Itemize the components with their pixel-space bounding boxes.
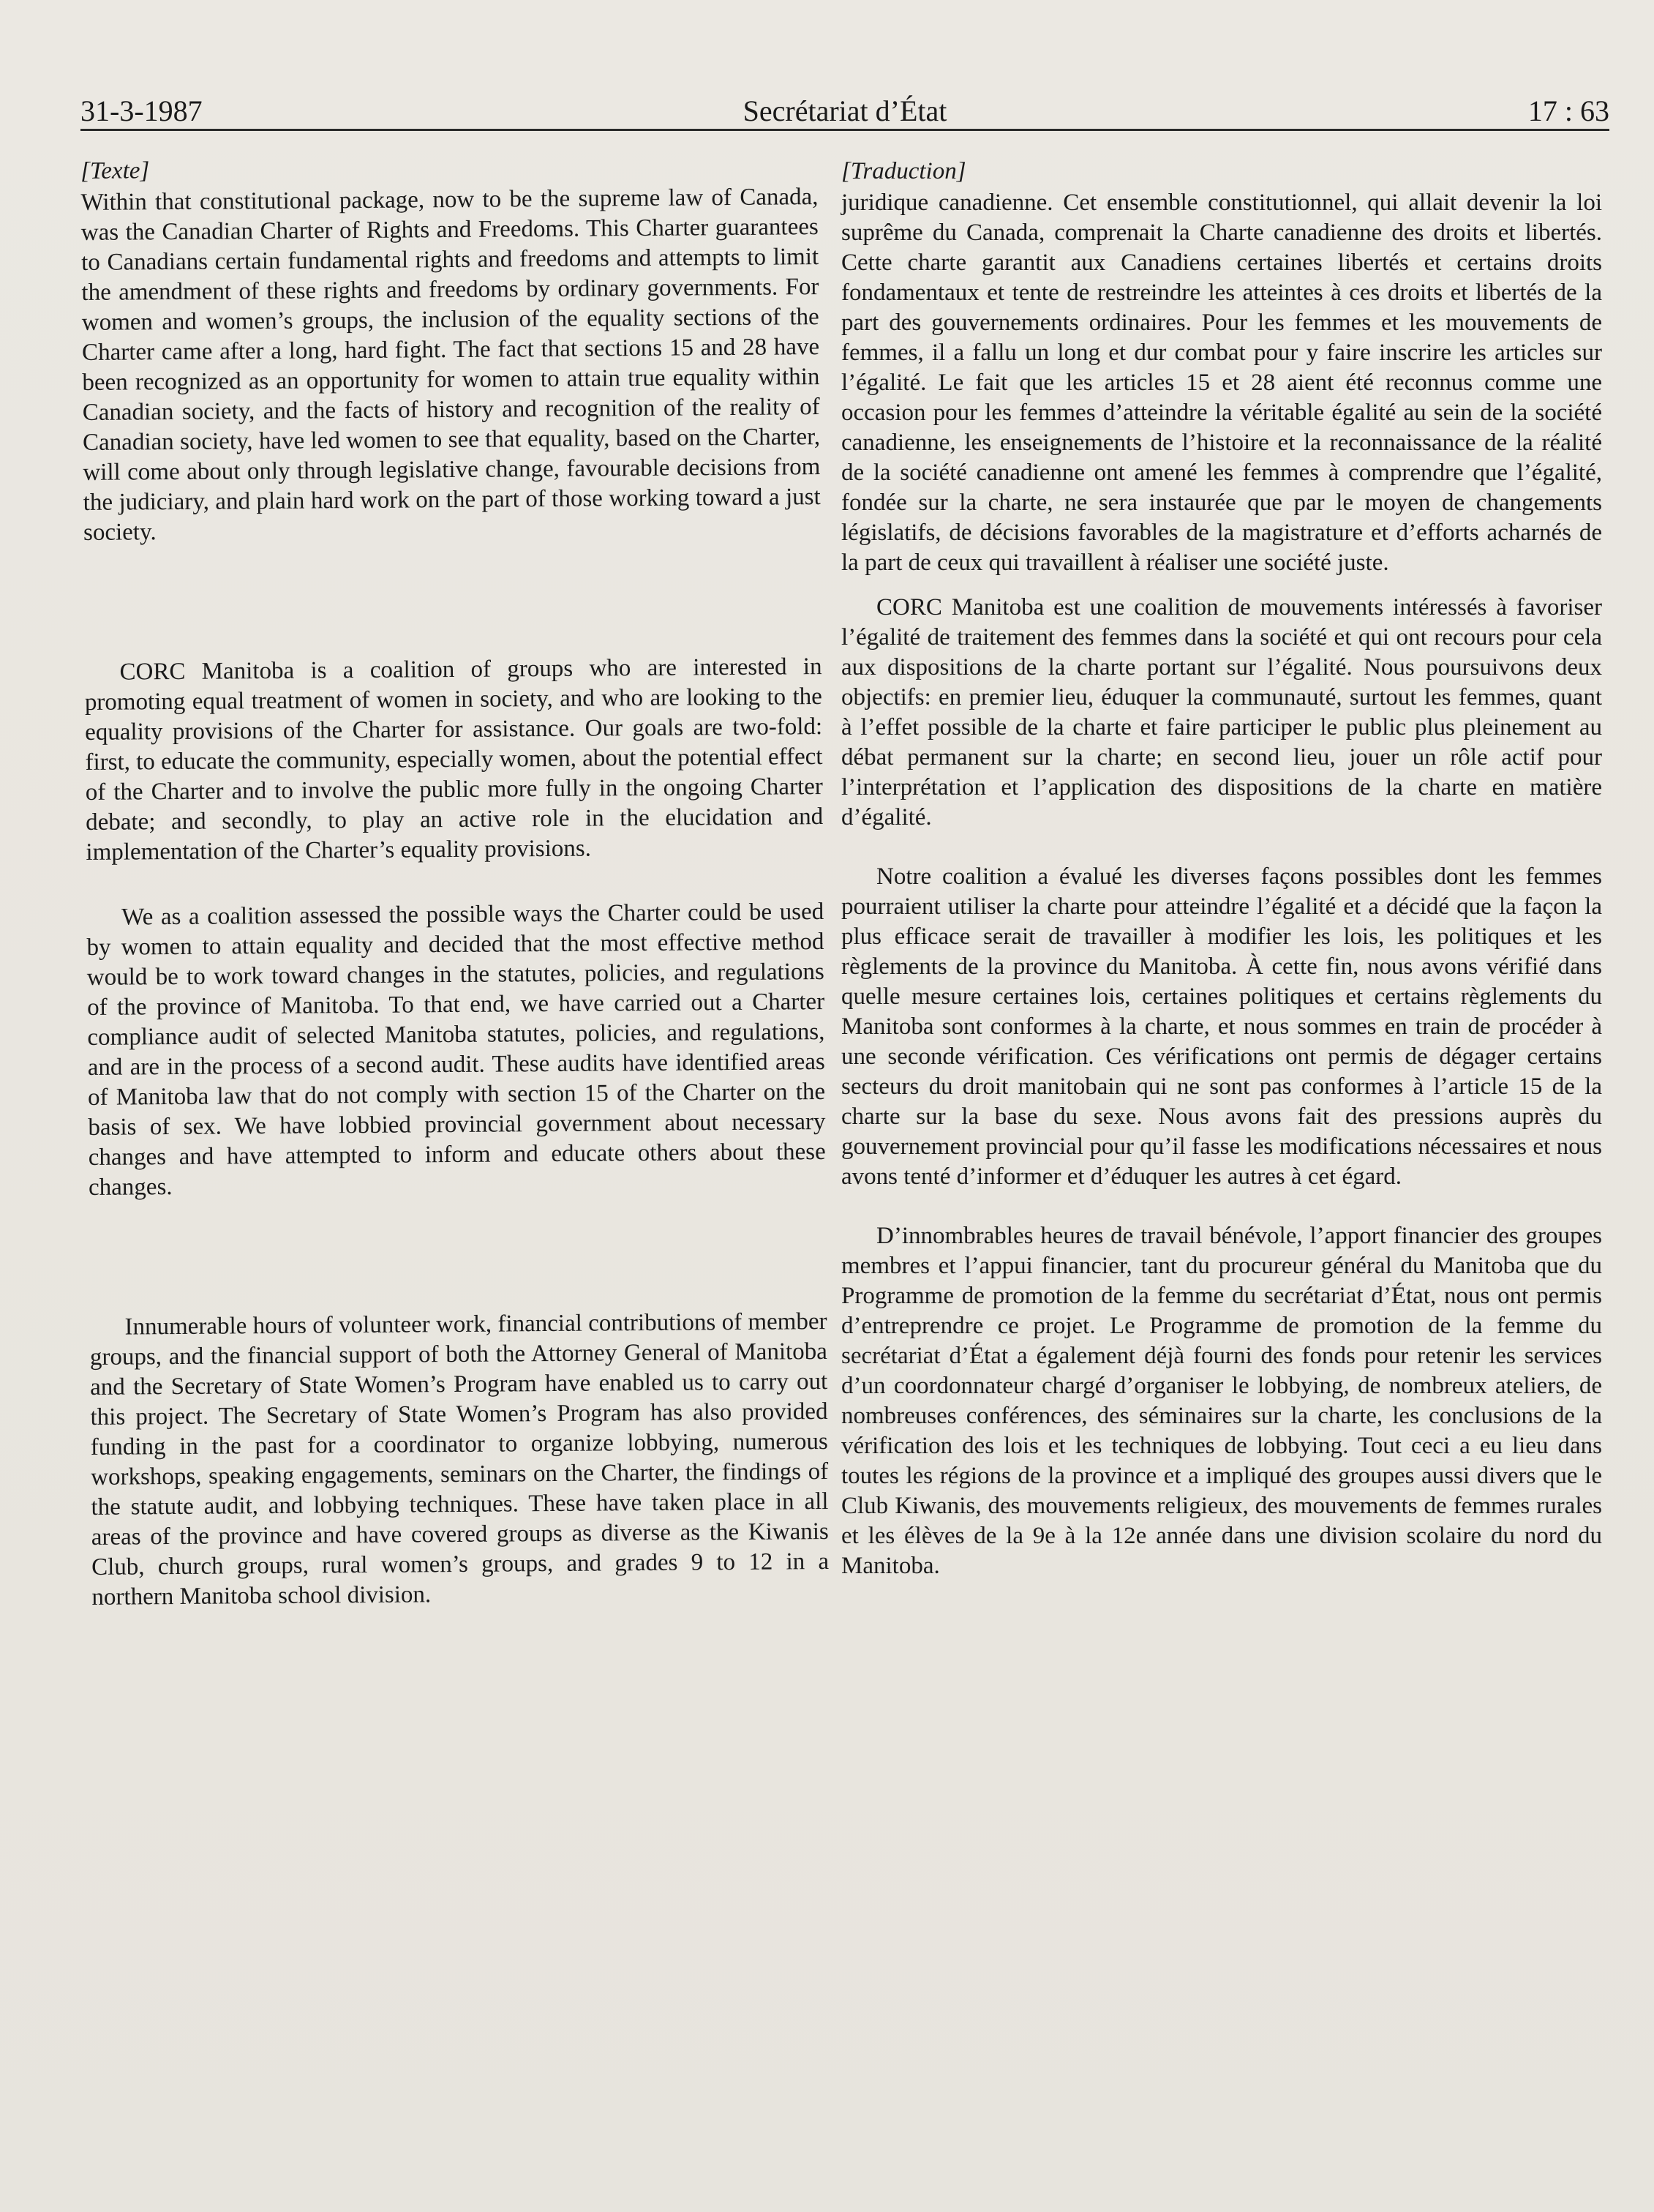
french-paragraph: Notre coalition a évalué les diverses façons possibles dont les femmes pourraient utiliser la charte pour atteindre l’égalité et a décidé que la façon la plus efficace serait de travailler à modifier les lois, les politiques et les règlements de la province du Manitoba. À cette fin, nous avons vérifié dans quelle mesure certaines lois, certaines politiques et certains règlements du Manitoba sont conformes à la charte, et nous sommes en train de procéder à une seconde vérification. Ces vérifications ont permis de dégager certains secteurs du droit manitobain qui ne sont pas conformes à l’article 15 de la charte sur la base du sexe. Nous avons fait des pressions auprès du gouvernement provincial pour qu’il fasse les modifications nécessaires et nous avons tenté d’informer et d’éduquer les autres à cet égard. — [841, 863, 1602, 1190]
english-paragraph: Within that constitutional package, now to be the supreme law of Canada, was the Canadian Charter of Rights and Freedoms. This Charter guarantees to Canadians certain fundamental rights and freedoms and attempts to limit the amendment of these rights and freedoms by ordinary governments. For women and women’s groups, the inclusion of the equality sections of the Charter came after a long, hard fight. The fact that sections 15 and 28 have been recognized as an opportunity for women to attain true equality within Canadian society, and the facts of history and recognition of the reality of Canadian society, have led women to see that equality, based on the Charter, will come about only through legislative change, favourable decisions from the judiciary, and plain hard work on the part of those working toward a just society. — [80, 184, 821, 546]
page-header — [80, 88, 1609, 130]
french-paragraph: CORC Manitoba est une coalition de mouvements intéressés à favoriser l’égalité de traitement des femmes dans la société et qui ont recours pour cela aux dispositions de la charte portant sur l’égalité. Nous poursuivons deux objectifs: en premier lieu, éduquer la communauté, surtout les femmes, quant à l’effet possible de la charte et faire participer le public plus pleinement au débat permanent sur la charte; en second lieu, jouer un rôle actif pour l’interprétation et l’application des dispositions de la charte en matière d’égalité. — [841, 594, 1602, 831]
texte-label: [Texte] — [80, 157, 150, 184]
english-paragraph: We as a coalition assessed the possible ways the Charter could be used by women to attain equality and decided that the most effective method would be to work toward changes in the statutes, policies, and regulations of the province of Manitoba. To that end, we have carried out a Charter compliance audit of selected Manitoba statutes, policies, and regulations, and are in the process of a second audit. These audits have identified areas of Manitoba law that do not comply with section 15 of the Charter on the basis of sex. We have lobbied provincial government about necessary changes and have attempted to inform and educate others about these changes. — [86, 899, 826, 1201]
french-paragraph: D’innombrables heures de travail bénévole, l’apport financier des groupes membres et l’appui financier, tant du procureur général du Manitoba que du Programme de promotion de la femme du secrétariat d’État, nous ont permis d’entreprendre ce projet. Le Programme de promotion de la femme du secrétariat d’État a également déjà fourni des fonds pour retenir les services d’un coordonnateur chargé d’organiser le lobbying, de nombreux ateliers, de nombreuses conférences, des séminaires sur la charte, les conclusions de la vérification des lois et les techniques de lobbying. Tout ceci a eu lieu dans toutes les régions de la province et a impliqué des groupes aussi divers que le Club Kiwanis, des mouvements religieux, des mouvements de femmes rurales et les élèves de la 9e à la 12e année dans une division scolaire du nord du Manitoba. — [841, 1223, 1602, 1579]
english-paragraph: Innumerable hours of volunteer work, financial contributions of member groups, and the financial support of both the Attorney General of Manitoba and the Secretary of State Women’s Program have enabled us to carry out this project. The Secretary of State Women’s Program has also provided funding in the past for a coordinator to organize lobbying, numerous workshops, speaking engagements, seminars on the Charter, the findings of the statute audit, and lobbying techniques. These have taken place in all areas of the province and have covered groups as diverse as the Kiwanis Club, church groups, rural women’s groups, and grades 9 to 12 in a northern Manitoba school division. — [89, 1308, 830, 1611]
french-paragraph: juridique canadienne. Cet ensemble constitutionnel, qui allait devenir la loi suprême du Canada, comprenait la Charte canadienne des droits et libertés. Cette charte garantit aux Canadiens certaines libertés et certains droits fondamentaux et tente de restreindre les atteintes à ces droits et libertés de la part des gouvernements ordinaires. Pour les femmes et les mouvements de femmes, il a fallu un long et dur combat pour y faire inscrire les articles sur l’égalité. Le fait que les articles 15 et 28 aient été reconnus comme une occasion pour les femmes d’atteindre la véritable égalité au sein de la société canadienne, les enseignements de l’histoire et la reconnaissance de la réalité de la société canadienne ont amené les femmes à comprendre que l’égalité, fondée sur la charte, ne sera instaurée que par le moyen de changements législatifs, de décisions favorables de la magistrature et d’efforts acharnés de la part de ceux qui travaillent à réaliser une société juste. — [841, 190, 1602, 576]
traduction-label: [Traduction] — [841, 158, 966, 184]
header-page-number: 17 : 63 — [1527, 94, 1609, 127]
header-rule — [80, 129, 1609, 131]
french-column — [841, 157, 1602, 1581]
header-date: 31-3-1987 — [80, 94, 203, 127]
english-column — [80, 151, 830, 1613]
english-paragraph: CORC Manitoba is a coalition of groups who are interested in promoting equal treatment of women in society, and who are looking to the equality provisions of the Charter for assistance. Our goals are two-fold: first, to educate the community, especially women, about the potential effect of the Charter and to involve the public more fully in the ongoing Charter debate; and secondly, to play an active role in the elucidation and implementation of the Charter’s equality provisions. — [84, 653, 824, 866]
header-title: Secrétariat d’État — [743, 94, 947, 127]
